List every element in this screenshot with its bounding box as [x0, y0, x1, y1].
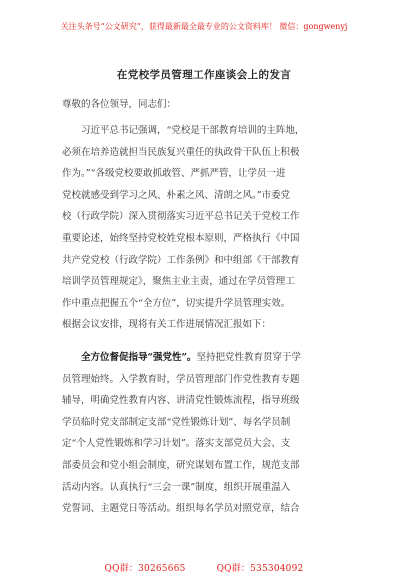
- paragraph-line: 党誓词、主题党日等活动。组织每名学员对照党章，结合: [62, 503, 300, 515]
- qq-group-1: QQ群：30265665: [104, 564, 186, 574]
- contact-footer: [0, 561, 408, 574]
- paragraph-line: 学员临时党支部制定支部“党性锻炼计划”、每名学员制: [62, 416, 291, 428]
- paragraph-line: 作为。”“各级党校要敢抓敢管、严抓严管，让学员一进: [62, 168, 286, 180]
- paragraph-line: 党校就感受到学习之风、朴素之风、清朗之风。”市委党: [62, 189, 291, 201]
- qq-group-2: QQ群：535304092: [216, 564, 304, 574]
- promo-banner: 关注头条号“公文研究”，获得最新最全最专业的公文资料库！ 微信：gongwenyj: [60, 22, 348, 31]
- paragraph-text: 坚持把党性教育贯穿于学: [196, 352, 301, 363]
- paragraph-line: 重要论述，始终坚持党校姓党根本原则，严格执行《中国: [62, 232, 300, 244]
- paragraph-line: 定“个人党性锻炼和学习计划”。落实支部党员大会、支: [62, 438, 291, 450]
- section-heading: 全方位督促指导“强党性”。: [81, 352, 197, 363]
- salutation: 尊敬的各位领导，同志们：: [62, 99, 177, 110]
- paragraph-line: 校（行政学院）深入贯彻落实习近平总书记关于党校工作: [62, 211, 300, 223]
- paragraph-line: 培训学员管理规定》，聚焦主业主责，通过在学员管理工: [62, 276, 295, 288]
- paragraph-line: 部委员会和党小组会制度，研究谋划布置工作，规范支部: [62, 459, 300, 471]
- paragraph-line: 辅导，明确党性教育内容、讲清党性锻炼流程，指导班级: [62, 395, 300, 407]
- paragraph-line: 活动内容。认真执行“三会一课”制度，组织开展重温入: [62, 481, 291, 493]
- paragraph-line: 作中重点把握五个“全方位”，切实提升学员管理实效。: [62, 297, 291, 309]
- document-title: 在党校学员管理工作座谈会上的发言: [116, 69, 292, 81]
- paragraph-line: 根据会议安排，现将有关工作进展情况汇报如下：: [62, 319, 272, 331]
- paragraph-intro: [62, 120, 346, 336]
- paragraph-line: 员管理始终。入学教育时，学员管理部门作党性教育专题: [62, 373, 300, 385]
- paragraph-section-1: [62, 347, 346, 520]
- paragraph-line: [62, 347, 346, 369]
- paragraph-line: 必须在培养造就担当民族复兴重任的执政骨干队伍上积极: [62, 146, 300, 158]
- paragraph-line: 习近平总书记强调，“党校是干部教育培训的主阵地，: [81, 125, 305, 136]
- paragraph-line: 共产党党校（行政学院）工作条例》和中组部《干部教育: [62, 254, 300, 266]
